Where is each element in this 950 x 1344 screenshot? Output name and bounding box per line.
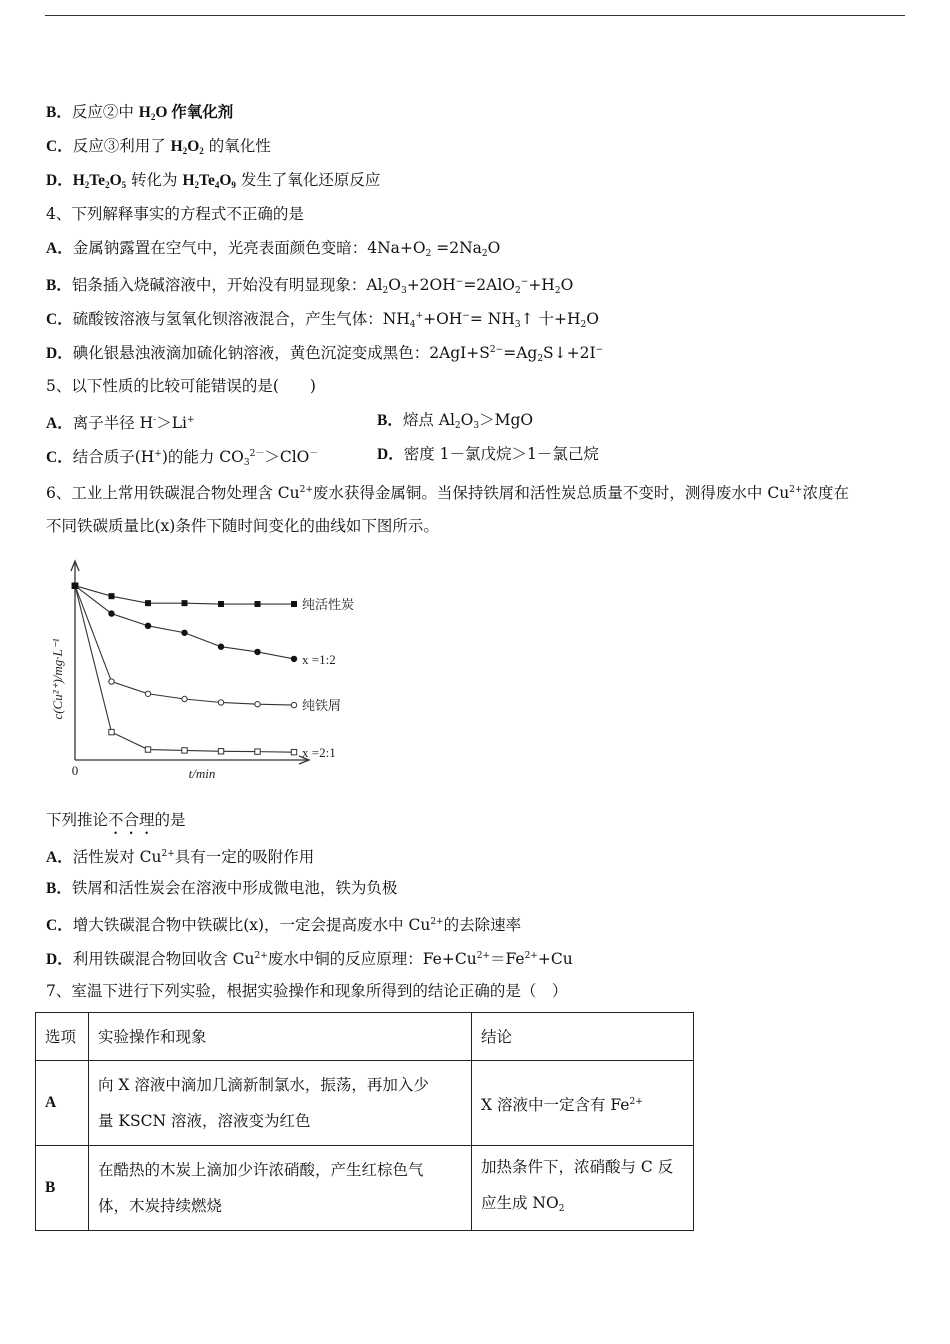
data-point (109, 729, 114, 734)
data-point (108, 610, 114, 616)
option-text: = NH (469, 310, 515, 328)
option-label: C． (46, 449, 73, 466)
option-text: 活性炭对 Cu (72, 848, 162, 866)
q3-option-c (46, 136, 271, 161)
option-text: 碘化银悬浊液滴加硫化钠溶液，黄色沉淀变成黑色：2AgI+S (72, 344, 490, 362)
option-text: 结合质子(H (72, 448, 155, 466)
superscript: 2+ (254, 951, 268, 961)
subscript: 2 (182, 146, 188, 156)
option-label: D． (377, 446, 404, 463)
option-text: =2AlO (463, 276, 516, 294)
option-text: )的能力 CO (161, 448, 244, 466)
formula: H (182, 172, 195, 189)
option-text: +2OH (406, 276, 456, 294)
option-text: +Cu (537, 950, 573, 968)
option-text: 离子半径 H (72, 414, 154, 432)
subscript: 2 (481, 249, 488, 259)
option-text: 密度 1－氯戊烷＞1－氯己烷 (403, 445, 599, 463)
q5-option-c (46, 444, 318, 473)
subscript: 3 (400, 286, 407, 296)
superscript: + (154, 449, 162, 459)
data-point (218, 644, 224, 650)
option-label: D． (46, 951, 73, 968)
chart-axes (71, 561, 309, 764)
series-1 (72, 583, 354, 613)
option-text: O (388, 276, 401, 294)
option-text: =Ag (503, 344, 538, 362)
formula: H (170, 138, 183, 155)
chart-series (72, 583, 354, 761)
emphasized-text: 不合理 (108, 811, 155, 829)
data-point (182, 748, 187, 753)
option-label: A． (46, 415, 73, 432)
superscript: 2+ (789, 485, 803, 495)
option-text: 的去除速率 (443, 916, 522, 934)
prompt-text: 的是 (154, 811, 186, 829)
q6-stem-line-1 (46, 480, 849, 503)
option-label: B． (377, 412, 403, 429)
table-row (36, 1061, 694, 1146)
superscript: 2+ (430, 917, 444, 927)
table-header: 结论 (472, 1013, 694, 1061)
option-text: 具有一定的吸附作用 (174, 848, 315, 866)
subscript: 2 (537, 354, 544, 364)
formula: O (187, 138, 200, 155)
q6-prompt (46, 810, 186, 838)
option-text: 金属钠露置在空气中，光亮表面颜色变暗：4Na+O (72, 239, 426, 257)
table-header-row (36, 1013, 694, 1061)
q6-option-c (46, 912, 521, 936)
subscript: 3 (243, 458, 250, 468)
subscript: 5 (121, 180, 127, 190)
superscript: 2+ (299, 485, 313, 495)
q4-option-b (46, 272, 573, 301)
option-text: ＞MgO (479, 411, 534, 429)
q6-option-a (46, 844, 314, 868)
data-point (72, 583, 78, 589)
subscript: 9 (231, 180, 236, 190)
superscript: － (309, 449, 319, 459)
series-line (75, 586, 294, 659)
data-point (254, 649, 260, 655)
option-text: =2Na (431, 239, 482, 257)
table-header: 实验操作和现象 (89, 1013, 472, 1061)
table-cell-operation (89, 1061, 472, 1146)
option-text: 发生了氧化还原反应 (235, 171, 381, 189)
data-point (291, 656, 297, 662)
cell-text: 应生成 NO (481, 1194, 559, 1212)
subscript: 2 (580, 320, 587, 330)
cell-text: X 溶液中一定含有 Fe (481, 1095, 630, 1114)
option-text: O (487, 239, 501, 257)
option-label: B． (46, 277, 72, 294)
q3-option-d (46, 170, 380, 195)
superscript: 2－ (249, 449, 265, 459)
option-text: 熔点 Al (402, 411, 455, 429)
series-label: 纯铁屑 (302, 698, 342, 714)
option-text: 废水中铜的反应原理：Fe+Cu (267, 950, 477, 968)
option-text: ＞ClO (264, 448, 310, 466)
option-label: A． (46, 849, 73, 866)
subscript: 2 (150, 112, 156, 122)
data-point (291, 749, 296, 754)
subscript: 2 (105, 180, 110, 190)
data-point (181, 630, 187, 636)
option-text: O (460, 411, 474, 429)
q4-option-a (46, 238, 500, 264)
formula: H (138, 104, 151, 121)
table-row (36, 1146, 694, 1231)
prompt-text: 下列推论 (46, 811, 109, 829)
q5-stem: 5、以下性质的比较可能错误的是( ) (46, 377, 316, 395)
origin-label: 0 (71, 763, 79, 778)
formula: O 作氧化剂 (155, 104, 234, 121)
data-point (145, 747, 150, 752)
option-text: 利用铁碳混合物回收含 Cu (72, 950, 255, 968)
superscript: − (520, 277, 529, 287)
table-header: 选项 (36, 1013, 89, 1061)
option-text: ＝Fe (489, 950, 525, 968)
formula: O (219, 172, 232, 189)
data-point (145, 600, 151, 606)
superscript: 2+ (629, 1096, 643, 1107)
cell-line (481, 1185, 684, 1227)
option-label: B． (46, 880, 72, 897)
option-text: ＞Li (156, 414, 187, 432)
data-point (255, 749, 260, 754)
superscript: + (186, 415, 195, 425)
superscript: − (595, 345, 604, 355)
subscript: 3 (514, 320, 521, 330)
data-point (109, 593, 115, 599)
data-point (145, 691, 150, 696)
option-text: ↑ 十+H (520, 310, 581, 328)
option-label: C． (46, 138, 73, 155)
cell-line: 体，木炭持续燃烧 (98, 1197, 223, 1215)
option-text: 的氧化性 (203, 137, 271, 155)
stem-text: 浓度在 (802, 484, 849, 502)
option-label: B． (46, 104, 72, 121)
option-text: +H (528, 276, 555, 294)
option-text: 增大铁碳混合物中铁碳比(x)，一定会提高废水中 Cu (72, 916, 431, 934)
data-point (182, 696, 187, 701)
superscript: 2+ (476, 951, 490, 961)
stem-text: 6、工业上常用铁碳混合物处理含 Cu (46, 484, 300, 502)
option-text: S↓+2I (543, 344, 596, 362)
superscript: − (462, 311, 470, 321)
option-text: O (586, 310, 599, 328)
option-text: +OH (423, 310, 463, 328)
series-label: x =1:2 (302, 651, 336, 667)
subscript: 4 (214, 180, 220, 190)
data-point (291, 601, 297, 607)
table-cell-option: B (36, 1146, 89, 1231)
option-label: D． (46, 345, 73, 362)
superscript: 2+ (161, 849, 175, 859)
data-point (218, 700, 223, 705)
option-label: D． (46, 172, 73, 189)
table-cell-conclusion (472, 1146, 694, 1231)
y-axis-label: c(Cu²⁺)/mg·L⁻¹ (50, 638, 65, 720)
option-text: 硫酸铵溶液与氢氧化钡溶液混合，产生气体：NH (72, 310, 410, 328)
subscript: 2 (84, 180, 90, 190)
experiment-table (35, 1012, 694, 1231)
series-label: x =2:1 (302, 745, 336, 761)
superscript: − (455, 277, 464, 287)
table-cell-option: A (36, 1061, 89, 1146)
formula: Te (89, 172, 106, 189)
subscript: 2 (558, 1204, 565, 1214)
cu-concentration-chart (40, 555, 370, 785)
stem-text: 废水获得金属铜。当保持铁屑和活性炭总质量不变时，测得废水中 Cu (312, 484, 790, 502)
q7-stem: 7、室温下进行下列实验，根据实验操作和现象所得到的结论正确的是（ ） (46, 982, 568, 1000)
option-text: 反应②中 (71, 103, 139, 121)
data-point (109, 679, 114, 684)
superscript: 2+ (524, 951, 538, 961)
subscript: 3 (473, 421, 480, 431)
option-label: C． (46, 917, 73, 934)
formula: Te (199, 172, 215, 189)
cell-line: 量 KSCN 溶液，溶液变为红色 (98, 1112, 311, 1130)
q5-option-a (46, 410, 195, 434)
superscript: 2− (489, 345, 504, 355)
q4-option-d (46, 340, 603, 369)
q6-option-b (46, 878, 397, 899)
subscript: 2 (554, 286, 561, 296)
formula: O (109, 172, 122, 189)
series-4 (72, 583, 336, 761)
subscript: 2 (199, 146, 204, 156)
q5-option-d (377, 444, 599, 465)
subscript: 2 (425, 249, 432, 259)
subscript: 2 (194, 180, 200, 190)
series-3 (72, 583, 341, 714)
q6-stem-line-2: 不同铁碳质量比(x)条件下随时间变化的曲线如下图所示。 (46, 517, 439, 535)
option-text: 反应③利用了 (72, 137, 171, 155)
cell-line: 在酷热的木炭上滴加少许浓硝酸，产生红棕色气 (98, 1161, 424, 1179)
q4-stem: 4、下列解释事实的方程式不正确的是 (46, 205, 304, 223)
data-point (145, 623, 151, 629)
table-cell-operation (89, 1146, 472, 1231)
header-rule (45, 15, 905, 16)
subscript: 4 (409, 320, 416, 330)
option-text: 铝条插入烧碱溶液中，开始没有明显现象：Al (71, 276, 383, 294)
formula: H (72, 172, 85, 189)
superscript: + (415, 311, 424, 321)
series-label: 纯活性炭 (302, 597, 355, 613)
q5-option-b (377, 410, 533, 436)
data-point (255, 601, 261, 607)
q6-option-d (46, 946, 573, 970)
q3-option-b (46, 102, 233, 127)
x-axis-label: t/min (188, 766, 216, 781)
option-label: A． (46, 240, 73, 257)
subscript: 2 (382, 286, 389, 296)
data-point (182, 600, 188, 606)
subscript: 2 (515, 286, 521, 296)
option-text: 铁屑和活性炭会在溶液中形成微电池，铁为负极 (71, 879, 398, 897)
option-text: O (560, 276, 574, 294)
data-point (218, 601, 224, 607)
data-point (255, 702, 260, 707)
cell-line: 向 X 溶液中滴加几滴新制氯水，振荡，再加入少 (98, 1076, 429, 1094)
q4-option-c (46, 306, 599, 335)
cell-line: 加热条件下，浓硝酸与 C 反 (481, 1158, 674, 1176)
subscript: 2 (454, 421, 461, 431)
data-point (218, 749, 223, 754)
option-label: C． (46, 311, 73, 328)
superscript: - (153, 415, 157, 425)
option-text: 转化为 (126, 171, 183, 189)
data-point (291, 702, 296, 707)
table-cell-conclusion (472, 1061, 694, 1146)
